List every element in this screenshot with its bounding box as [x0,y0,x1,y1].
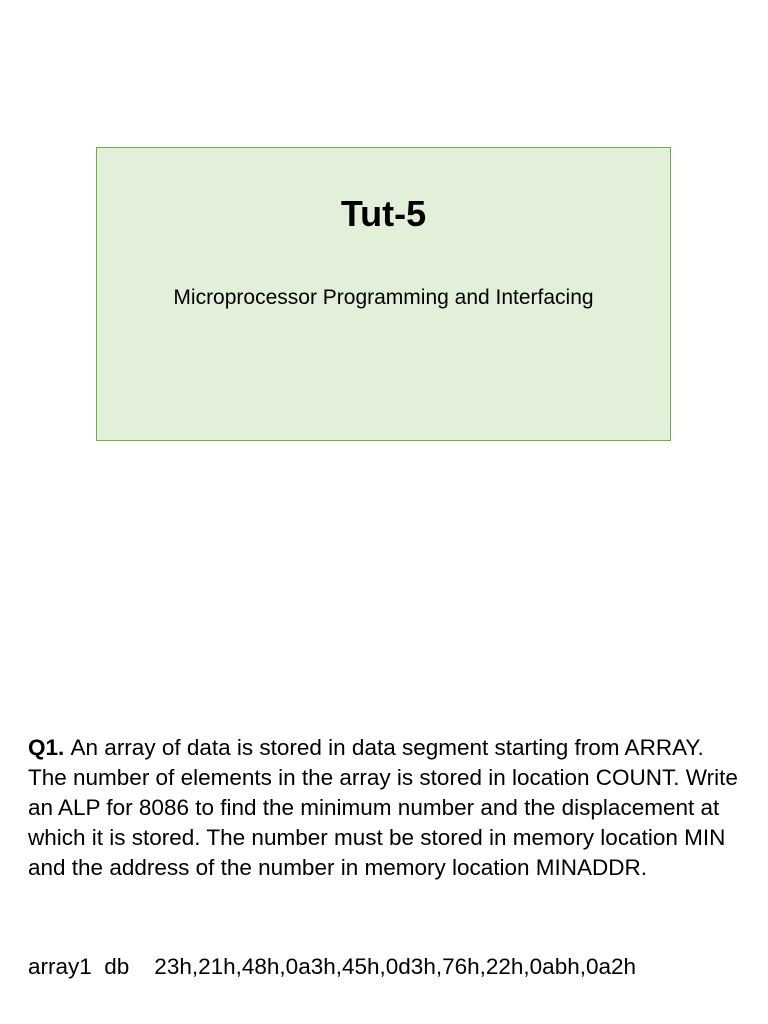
array-definition: array1 db 23h,21h,48h,0a3h,45h,0d3h,76h,22h,0abh,0a2h [28,954,637,979]
slide-subtitle: Microprocessor Programming and Interfacing [173,286,594,309]
question-block [28,733,748,883]
slide-title: Tut-5 [340,193,427,234]
title-box [96,147,671,441]
question-number: Q1. [28,735,71,760]
question-text: An array of data is stored in data segment starting from ARRAY. The number of elements in the array is stored in location COUNT. Write an ALP for 8086 to find the minimum number and the displacement at which it is stored. The number must be stored in memory location MIN and the address of the number in memory location MINADDR. [28,735,738,880]
